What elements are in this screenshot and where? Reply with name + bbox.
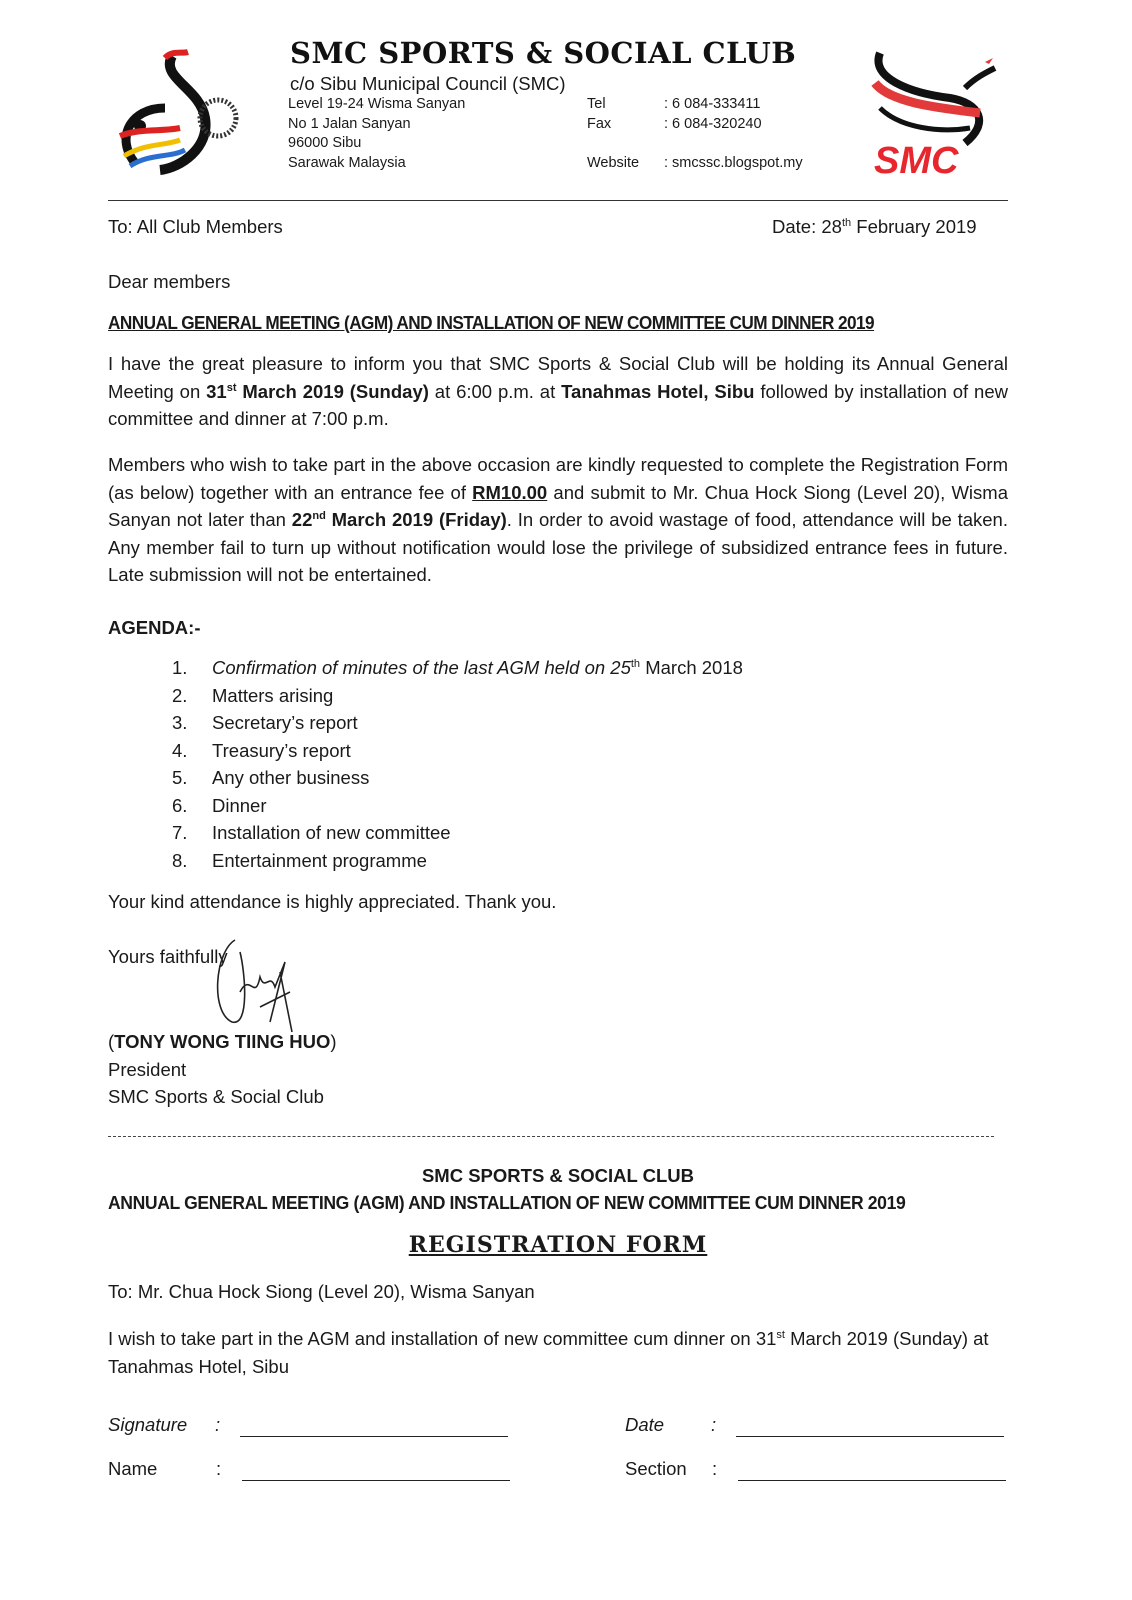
letter-date bbox=[772, 216, 977, 238]
date-label: Date bbox=[625, 1414, 665, 1435]
tel-value: : 6 084-333411 bbox=[664, 96, 761, 112]
address-line: No 1 Jalan Sanyan bbox=[288, 115, 411, 132]
agenda-item bbox=[172, 654, 743, 682]
agenda-text: Secretary’s report bbox=[212, 712, 358, 733]
form-org: SMC SPORTS & SOCIAL CLUB bbox=[421, 1165, 695, 1186]
contact-values bbox=[664, 95, 803, 173]
signature-input[interactable] bbox=[240, 1418, 508, 1437]
text: . In order to avoid wastage of food, attendance will be taken. Any member fail to turn up without notification would lose the privilege of subsidized entrance fees in future. Late submission will not be entertained. bbox=[108, 509, 1008, 585]
tel-label: Tel bbox=[587, 96, 606, 112]
agenda-num: 7. bbox=[172, 822, 188, 843]
text: March 2019 (Sunday) at Tanahmas Hotel, Sibu bbox=[108, 1328, 989, 1377]
agenda-item bbox=[172, 737, 743, 765]
form-statement bbox=[108, 1325, 1013, 1380]
venue: Tanahmas Hotel, Sibu bbox=[561, 380, 755, 402]
agenda-list bbox=[172, 654, 743, 874]
date-text: Date: 28 bbox=[772, 216, 842, 237]
text: at 6:00 p.m. at bbox=[428, 380, 562, 402]
sup: st bbox=[226, 381, 237, 394]
entrance-fee: RM10.00 bbox=[472, 481, 548, 503]
agenda-item bbox=[172, 709, 743, 737]
form-title: REGISTRATION FORM bbox=[408, 1232, 708, 1258]
name-label: Name bbox=[108, 1458, 158, 1479]
smc-logo-text: SMC bbox=[874, 140, 959, 182]
header-divider bbox=[108, 200, 1008, 201]
smc-logo bbox=[870, 48, 1005, 183]
club-name: SMC SPORTS & SOCIAL CLUB bbox=[290, 36, 797, 70]
agenda-text: Dinner bbox=[212, 794, 267, 816]
address-line: Level 19-24 Wisma Sanyan bbox=[288, 96, 466, 112]
text: followed by installation of new committee and dinner at 7:00 p.m. bbox=[108, 380, 1008, 429]
sign-off: Yours faithfully bbox=[108, 946, 228, 967]
meeting-date: 31 bbox=[206, 380, 227, 402]
agenda-num: 1. bbox=[172, 657, 188, 678]
agenda-item bbox=[172, 764, 743, 792]
text: Members who wish to take part in the above occasion are kindly requested to complete the Registration Form (as below) together with an entrance fee of bbox=[108, 454, 1008, 503]
agenda-item bbox=[172, 819, 743, 847]
agenda-num: 8. bbox=[172, 849, 188, 871]
colon: : bbox=[711, 1414, 717, 1435]
text: I wish to take part in the AGM and installation of new committee cum dinner on 31 bbox=[108, 1328, 777, 1349]
agenda-item bbox=[172, 682, 743, 710]
address-line: Sarawak Malaysia bbox=[288, 154, 406, 171]
paren: ) bbox=[330, 1031, 337, 1052]
sup: nd bbox=[312, 509, 326, 522]
agenda-text-rest: March 2018 bbox=[640, 657, 743, 678]
website-value: : smcssc.blogspot.my bbox=[664, 154, 803, 171]
sup: th bbox=[630, 657, 641, 670]
cut-line bbox=[108, 1136, 994, 1137]
fax-value: : 6 084-320240 bbox=[664, 115, 762, 132]
salutation: Dear members bbox=[108, 271, 231, 292]
colon: : bbox=[215, 1414, 221, 1435]
fax-label: Fax bbox=[587, 115, 612, 132]
date-input[interactable] bbox=[736, 1418, 1004, 1437]
agenda-text: Treasury’s report bbox=[212, 739, 351, 761]
signer-name: TONY WONG TIING HUO bbox=[114, 1031, 331, 1052]
agenda-item bbox=[172, 792, 743, 820]
agenda-text: Entertainment programme bbox=[212, 849, 427, 871]
form-heading: ANNUAL GENERAL MEETING (AGM) AND INSTALLATION OF NEW COMMITTEE CUM DINNER 2019 bbox=[108, 1192, 906, 1213]
agenda-num: 3. bbox=[172, 712, 188, 733]
section-input[interactable] bbox=[738, 1462, 1006, 1481]
name-input[interactable] bbox=[242, 1462, 510, 1481]
letter-heading: ANNUAL GENERAL MEETING (AGM) AND INSTALLATION OF NEW COMMITTEE CUM DINNER 2019 bbox=[108, 312, 875, 333]
paragraph-1 bbox=[108, 350, 1008, 433]
paragraph-2 bbox=[108, 451, 1008, 589]
date-sup: th bbox=[841, 216, 852, 229]
agenda-item bbox=[172, 847, 743, 875]
address-block bbox=[288, 95, 465, 173]
signature-image bbox=[210, 932, 300, 1042]
agenda-text: Installation of new committee bbox=[212, 822, 451, 843]
club-subtitle: c/o Sibu Municipal Council (SMC) bbox=[290, 73, 566, 94]
club-emblem-logo bbox=[110, 48, 240, 178]
form-recipient: To: Mr. Chua Hock Siong (Level 20), Wisma Sanyan bbox=[108, 1281, 535, 1302]
closing-remark: Your kind attendance is highly appreciated. Thank you. bbox=[108, 891, 557, 912]
colon: : bbox=[216, 1458, 222, 1479]
deadline: 22 bbox=[291, 509, 313, 530]
agenda-label: AGENDA:- bbox=[108, 617, 201, 638]
deadline-rest: March 2019 (Friday) bbox=[325, 509, 507, 530]
agenda-num: 6. bbox=[172, 794, 188, 816]
agenda-num: 2. bbox=[172, 684, 188, 706]
agenda-text: Confirmation of minutes of the last AGM held on 25 bbox=[212, 657, 631, 678]
address-line: 96000 Sibu bbox=[288, 135, 362, 151]
contact-labels bbox=[587, 95, 639, 173]
paren: ( bbox=[108, 1031, 115, 1052]
colon: : bbox=[712, 1458, 718, 1479]
signer-block bbox=[108, 1028, 337, 1111]
agenda-num: 5. bbox=[172, 767, 188, 788]
website-label: Website bbox=[587, 154, 640, 171]
sup: st bbox=[776, 1328, 785, 1341]
text: I have the great pleasure to inform you that SMC Sports & Social Club will be holding its Annual General Meeting on bbox=[108, 353, 1008, 402]
text: and submit to Mr. Chua Hock Siong (Level 20), Wisma Sanyan not later than bbox=[108, 481, 1008, 530]
agenda-num: 4. bbox=[172, 739, 188, 761]
agenda-text: Any other business bbox=[212, 767, 370, 788]
recipient: To: All Club Members bbox=[108, 216, 283, 237]
agenda-text: Matters arising bbox=[212, 684, 334, 706]
signer-org: SMC Sports & Social Club bbox=[108, 1086, 324, 1107]
signature-label: Signature bbox=[108, 1414, 188, 1435]
meeting-date-rest: March 2019 (Sunday) bbox=[236, 380, 429, 402]
section-label: Section bbox=[625, 1458, 687, 1479]
signer-title: President bbox=[108, 1058, 187, 1080]
date-text-rest: February 2019 bbox=[851, 216, 977, 237]
